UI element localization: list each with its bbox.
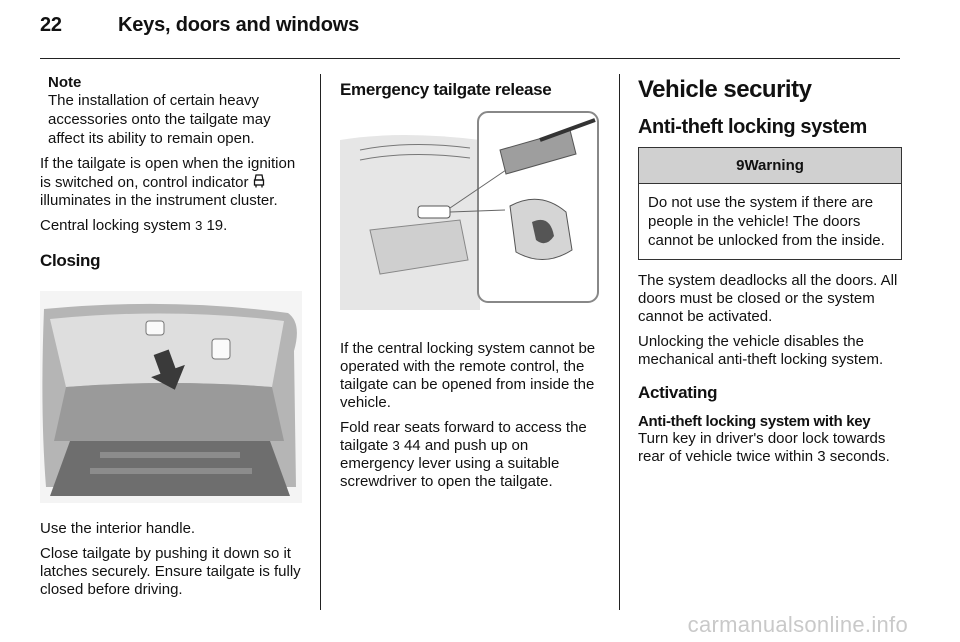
paragraph: If the tailgate is open when the ignition is switched on, control indicator illuminates in the instrument cluster. <box>40 155 296 209</box>
subheading-key: Anti-theft locking system with key <box>638 413 871 430</box>
page-reference-icon: 3 <box>195 218 203 233</box>
tailgate-indicator-icon <box>253 173 265 189</box>
watermark: carmanualsonline.info <box>687 612 908 637</box>
page-header <box>40 14 359 37</box>
paragraph: Central locking system 3 19. <box>40 217 228 234</box>
warning-title: Warning <box>744 157 804 174</box>
page-reference-link[interactable]: 19. <box>206 217 228 234</box>
paragraph: The system deadlocks all the doors. All doors must be closed or the system cannot be activated. <box>638 272 898 325</box>
paragraph: Use the interior handle. <box>40 520 196 537</box>
column-right <box>638 74 902 473</box>
note-box <box>40 74 306 148</box>
page-reference-icon: 3 <box>392 438 400 453</box>
warning-icon: 9 <box>736 157 745 174</box>
section-title: Keys, doors and windows <box>118 14 359 36</box>
column-left <box>40 74 306 606</box>
paragraph: Unlocking the vehicle disables the mechanical anti-theft locking system. <box>638 333 884 368</box>
section-heading: Vehicle security <box>638 76 812 103</box>
page-number: 22 <box>40 14 62 36</box>
emergency-release-illustration <box>340 110 606 316</box>
warning-body: Do not use the system if there are people in the vehicle! The doors cannot be unlocked from the inside. <box>648 194 885 249</box>
paragraph: Fold rear seats forward to access the tailgate 3 44 and push up on emergency lever using a suitable screwdriver to open the tailgate. <box>340 419 587 490</box>
subsection-heading: Anti-theft locking system <box>638 116 867 138</box>
warning-header <box>639 148 901 184</box>
heading-emergency-release: Emergency tailgate release <box>340 80 552 99</box>
column-divider <box>619 74 620 610</box>
note-body: The installation of certain heavy accessories onto the tailgate may affect its ability to remain open. <box>48 92 271 147</box>
note-title: Note <box>48 74 82 91</box>
paragraph: Close tailgate by pushing it down so it latches securely. Ensure tailgate is fully closed before driving. <box>40 545 301 598</box>
column-divider <box>320 74 321 610</box>
page-reference-link[interactable]: 44 <box>403 437 421 454</box>
heading-closing: Closing <box>40 251 101 270</box>
paragraph: Turn key in driver's door lock towards rear of vehicle twice within 3 seconds. <box>638 430 890 465</box>
column-middle <box>340 74 606 498</box>
header-divider <box>40 58 900 59</box>
tailgate-closing-illustration <box>40 291 302 503</box>
warning-box <box>638 147 902 260</box>
paragraph: If the central locking system cannot be operated with the remote control, the tailgate can be opened from inside the vehicle. <box>340 340 596 411</box>
heading-activating: Activating <box>638 383 718 402</box>
